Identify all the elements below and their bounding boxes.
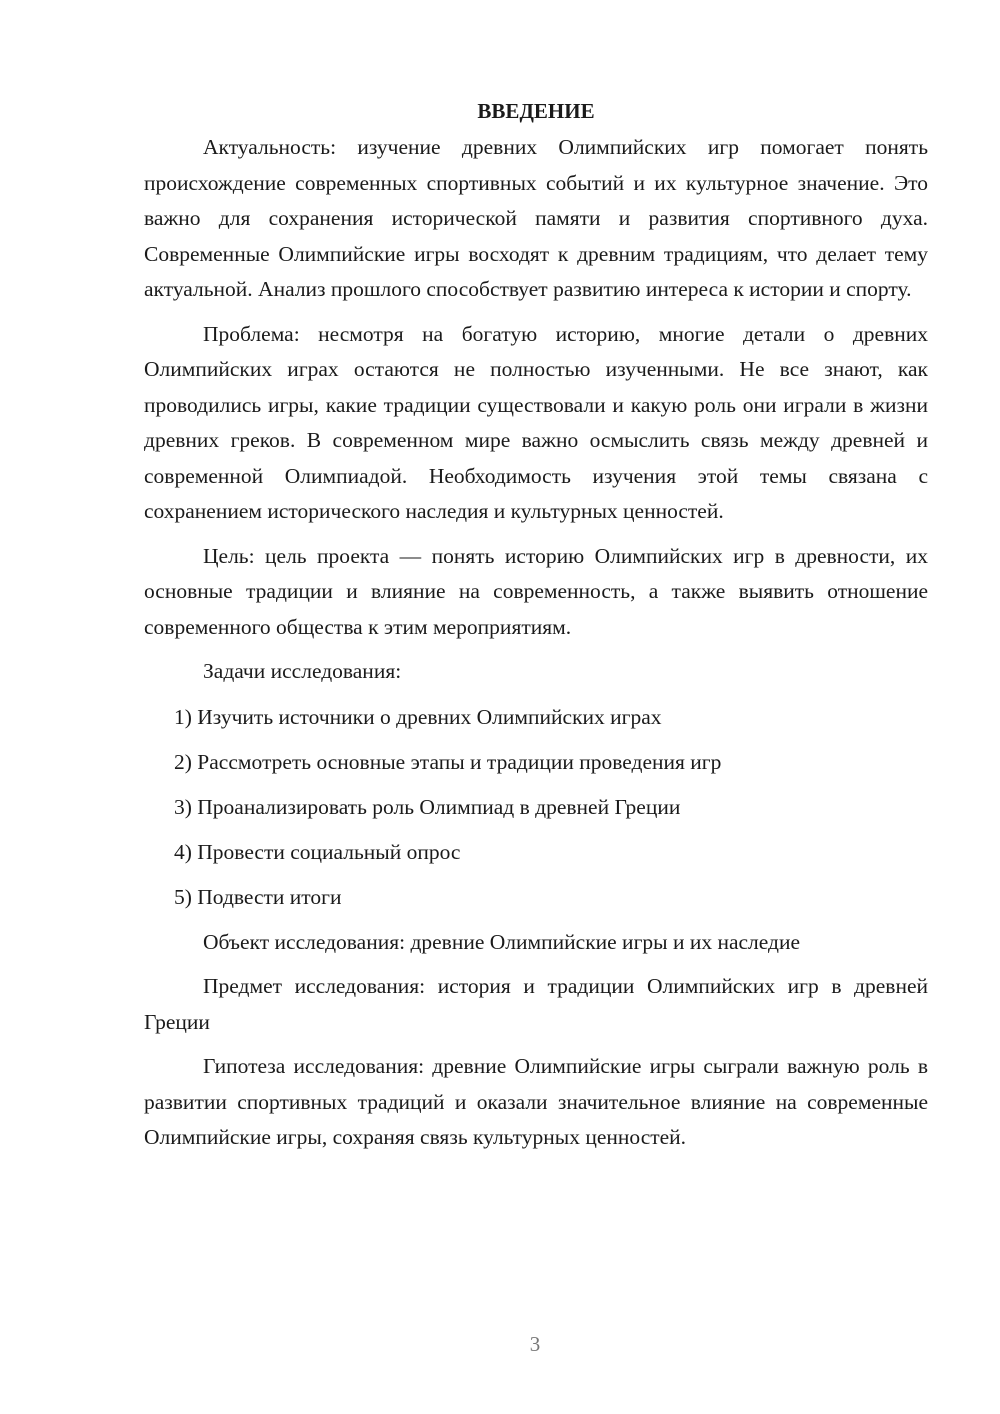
tasks-list	[144, 700, 928, 916]
goal-paragraph: Цель: цель проекта — понять историю Олимпийских игр в древности, их основные традиции и влияние на современность, а также выявить отношение современного общества к этим мероприятиям.	[144, 543, 928, 639]
page-title: ВВЕДЕНИЕ	[477, 99, 595, 123]
list-item: 4) Провести социальный опрос	[174, 839, 461, 864]
document-page	[144, 96, 928, 1165]
list-item: 3) Проанализировать роль Олимпиад в древней Греции	[174, 794, 681, 819]
page-number: 3	[529, 1332, 541, 1356]
list-item: 1) Изучить источники о древних Олимпийских играх	[174, 704, 662, 729]
problem-paragraph: Проблема: несмотря на богатую историю, многие детали о древних Олимпийских играх остаются не полностью изученными. Не все знают, как проводились игры, какие традиции существовали и какую роль они играли в жизни древних греков. В современном мире важно осмыслить связь между древней и современной Олимпиадой. Необходимость изучения этой темы связана с сохранением исторического наследия и культурных ценностей.	[144, 321, 928, 523]
list-item: 2) Рассмотреть основные этапы и традиции проведения игр	[174, 749, 722, 774]
relevance-paragraph: Актуальность: изучение древних Олимпийских игр помогает понять происхождение современных спортивных событий и их культурное значение. Это важно для сохранения исторической памяти и развития спортивного духа. Современные Олимпийские игры восходят к древним традициям, что делает тему актуальной. Анализ прошлого способствует развитию интереса к истории и спорту.	[144, 135, 928, 301]
tasks-label: Задачи исследования:	[203, 659, 402, 683]
object-paragraph: Объект исследования: древние Олимпийские игры и их наследие	[203, 929, 801, 954]
hypothesis-paragraph: Гипотеза исследования: древние Олимпийские игры сыграли важную роль в развитии спортивных традиций и оказали значительное влияние на современные Олимпийские игры, сохраняя связь культурных ценностей.	[144, 1054, 928, 1149]
subject-paragraph: Предмет исследования: история и традиции Олимпийских игр в древней Греции	[144, 974, 928, 1034]
list-item: 5) Подвести итоги	[174, 884, 342, 909]
